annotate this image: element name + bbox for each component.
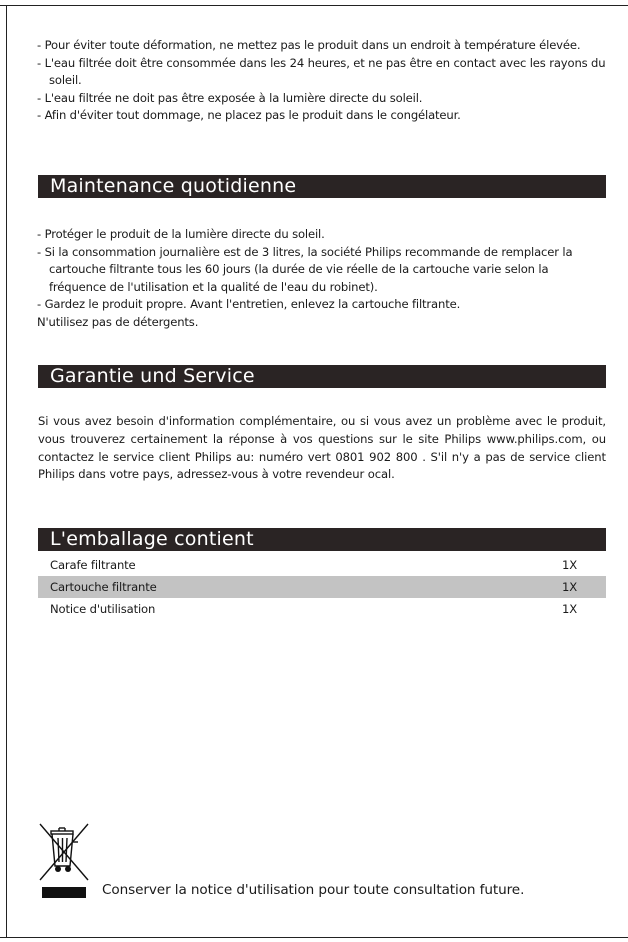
weee-bar [42, 887, 86, 898]
maintenance-list [37, 226, 607, 332]
item-quantity: 1X [562, 602, 578, 616]
table-row [38, 554, 606, 576]
frame-top-rule [0, 5, 628, 6]
item-name: Carafe filtrante [50, 558, 136, 572]
frame-bottom-rule [0, 937, 628, 938]
table-row [38, 598, 606, 620]
item-quantity: 1X [562, 580, 578, 594]
package-contents-table [38, 554, 606, 620]
item-quantity: 1X [562, 558, 578, 572]
footer-note: Conserver la notice d'utilisation pour toute consultation future. [102, 882, 525, 898]
list-item: - Afin d'éviter tout dommage, ne placez pas le produit dans le congélateur. [37, 108, 461, 123]
frame-left-rule [6, 5, 7, 938]
package-contents-heading: L'emballage contient [38, 528, 606, 551]
item-name: Cartouche filtrante [50, 580, 157, 594]
table-row [38, 576, 606, 598]
list-item: - Protéger le produit de la lumière directe du soleil. [37, 227, 325, 241]
maintenance-heading: Maintenance quotidienne [38, 175, 606, 198]
list-item: - L'eau filtrée ne doit pas être exposée à la lumière directe du soleil. [37, 90, 423, 105]
precautions-list [37, 37, 607, 125]
list-item: - Si la consommation journalière est de 3 litres, la société Philips recommande de remplacer la cartouche filtrante tous les 60 jours (la durée de vie réelle de la cartouche varie selon la fréquence de l'utilisation et la qualité de l'eau du robinet). [37, 244, 573, 294]
warranty-paragraph: Si vous avez besoin d'information complémentaire, ou si vous avez un problème avec le produit, vous trouverez certainement la réponse à vos questions sur le site Philips www.philips.com, ou contactez le service client Philips au: numéro vert 0801 902 800 . S'il n'y a pas de service client Philips dans votre pays, adressez-vous à votre revendeur ocal. [38, 414, 606, 482]
warranty-heading: Garantie und Service [38, 365, 606, 388]
list-item: - L'eau filtrée doit être consommée dans les 24 heures, et ne pas être en contact avec les rayons du soleil. [37, 55, 606, 88]
list-item: - Gardez le produit propre. Avant l'entretien, enlevez la cartouche filtrante. [37, 297, 461, 312]
crossed-out-wheelie-bin-icon [38, 822, 90, 882]
list-item: - Pour éviter toute déformation, ne mettez pas le produit dans un endroit à température élevée. [37, 38, 581, 52]
list-item: N'utilisez pas de détergents. [37, 314, 199, 329]
item-name: Notice d'utilisation [50, 602, 156, 616]
